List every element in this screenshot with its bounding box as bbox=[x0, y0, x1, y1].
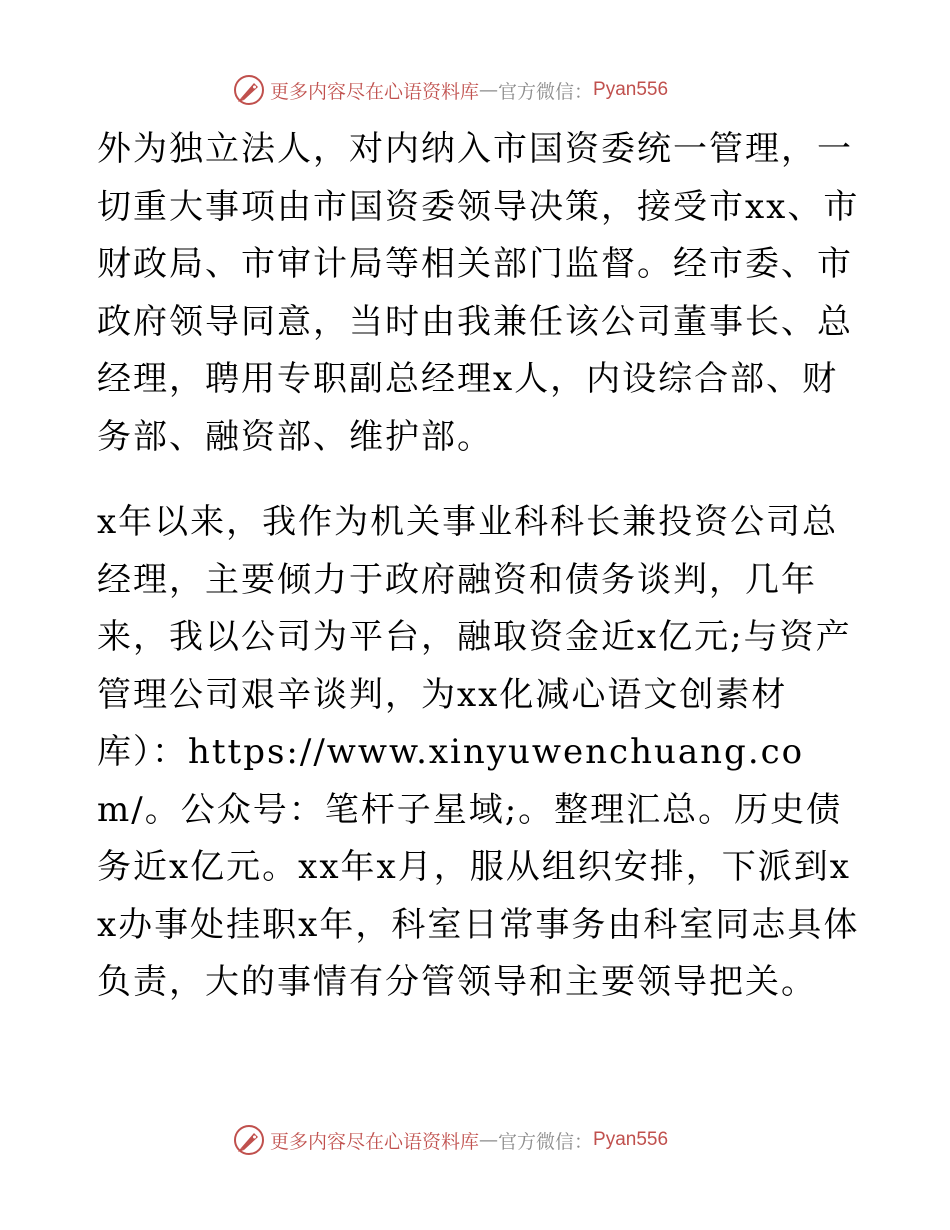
pen-nib-logo-icon bbox=[232, 1123, 266, 1157]
header-watermark bbox=[232, 73, 668, 107]
pen-nib-logo-icon bbox=[232, 73, 266, 107]
watermark-wechat-label: 官方微信： bbox=[498, 80, 594, 103]
document-body bbox=[97, 121, 867, 1012]
watermark-wechat-id: Pyan556 bbox=[593, 79, 669, 100]
footer-watermark bbox=[232, 1123, 668, 1157]
watermark-dash: — bbox=[479, 79, 499, 101]
watermark-wechat-label: 官方微信： bbox=[498, 1130, 594, 1153]
watermark-dash: — bbox=[479, 1129, 499, 1151]
watermark-brand-text: 更多内容尽在心语资料库 bbox=[270, 80, 480, 103]
body-paragraph-1: 外为独立法人，对内纳入市国资委统一管理，一切重大事项由市国资委领导决策，接受市xx、市财政局、市审计局等相关部门监督。经市委、市政府领导同意，当时由我兼任该公司董事长、总经理，聘用专职副总经理x人，内设综合部、财务部、融资部、维护部。 bbox=[97, 129, 860, 457]
watermark-wechat-id: Pyan556 bbox=[593, 1129, 669, 1150]
watermark-brand-text: 更多内容尽在心语资料库 bbox=[270, 1130, 480, 1153]
body-paragraph-2: x年以来，我作为机关事业科科长兼投资公司总经理，主要倾力于政府融资和债务谈判，几年来，我以公司为平台，融取资金近x亿元;与资产管理公司艰辛谈判，为xx化减心语文创素材库）：https://www.xinyuwenchuang.com/。公众号：笔杆子星域;。整理汇总。历史债务近x亿元。xx年x月，服从组织安排，下派到xx办事处挂职x年，科室日常事务由科室同志具体负责，大的事情有分管领导和主要领导把关。 bbox=[97, 502, 860, 1002]
